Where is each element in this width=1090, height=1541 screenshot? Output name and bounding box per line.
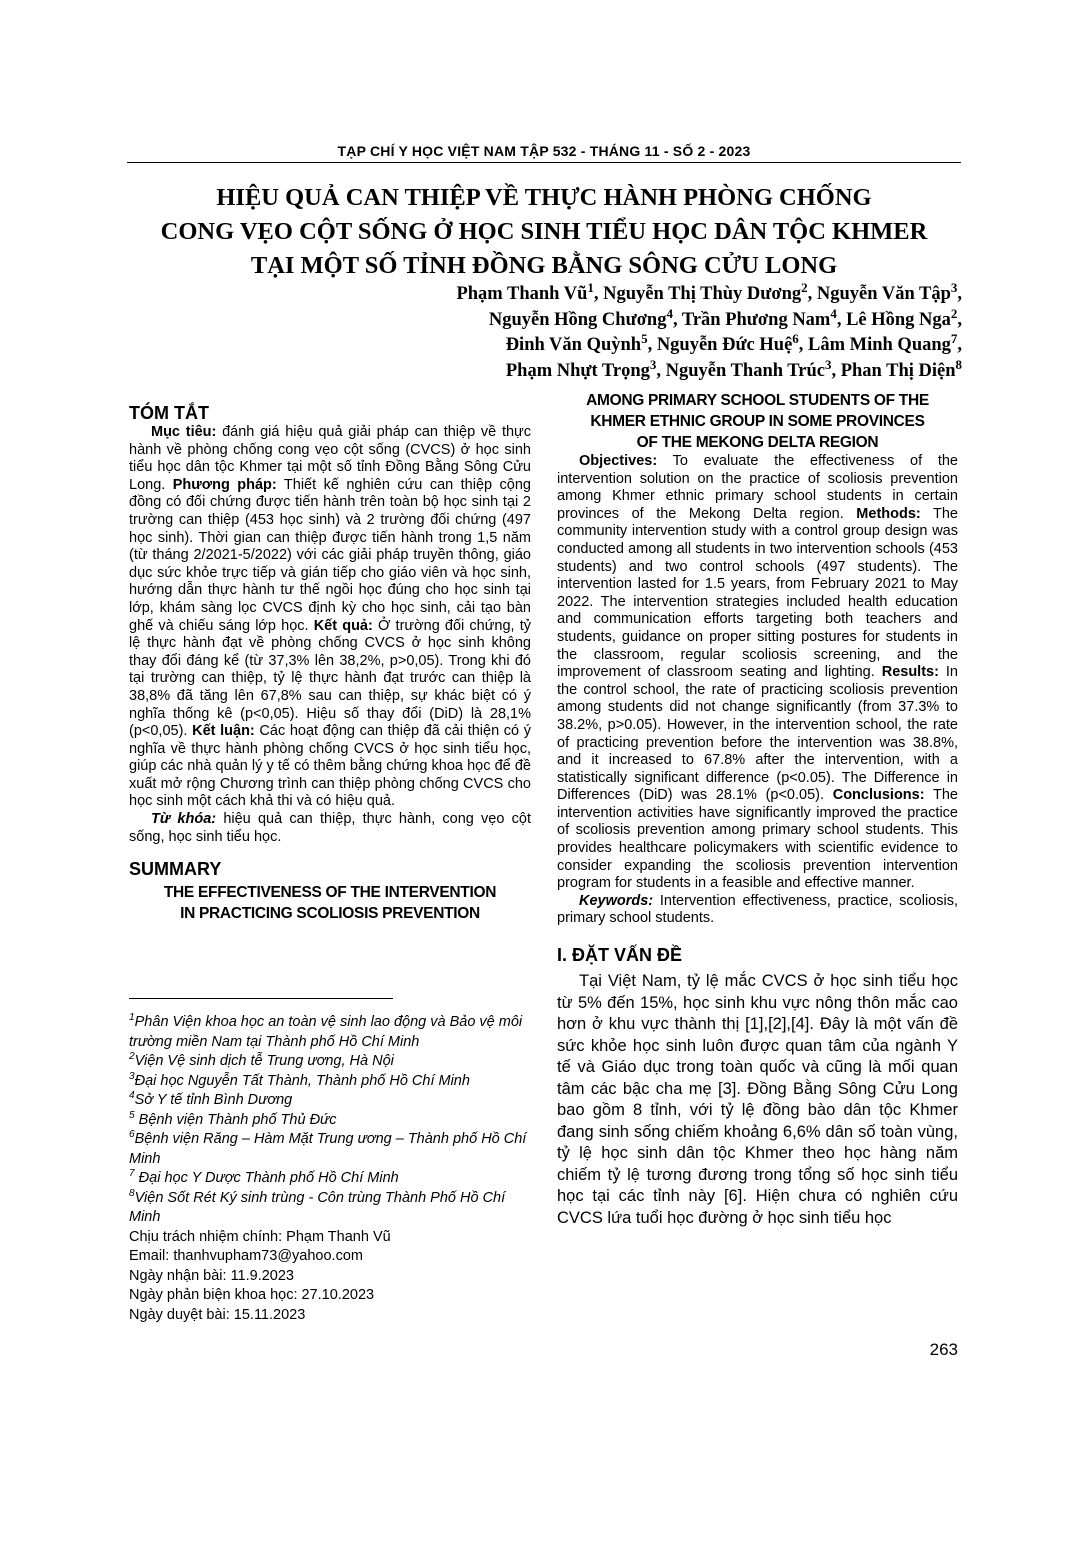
title-line-2: CONG VẸO CỘT SỐNG Ở HỌC SINH TIỂU HỌC DÂN TỘC KHMER: [160, 218, 928, 245]
summary-title-line-1: THE EFFECTIVENESS OF THE INTERVENTION: [163, 884, 497, 902]
summary-title-line-3: AMONG PRIMARY SCHOOL STUDENTS OF THE: [586, 392, 929, 409]
objectives-label: Objectives:: [579, 453, 658, 469]
conclusions-label-en: Conclusions:: [832, 787, 925, 804]
conclusions-text-en: The intervention activities have significantly improved the practice of scoliosis prevention among primary school students. This provides healthcare policymakers with scientific evidence to consider expanding the scoliosis prevention intervention program for students in a feasible and effective manner.: [557, 787, 958, 892]
author-affiliation-number: 8: [955, 356, 962, 372]
conclusion-label: Kết luận:: [192, 723, 255, 740]
affiliation-text: Viện Sốt Rét Ký sinh trùng - Côn trùng Thành Phố Hồ Chí Minh: [129, 1189, 506, 1225]
methods-text-en: The community intervention study with a control group design was conducted among all students in two intervention schools (453 students) and two control schools (497 students). The intervention lasted for 1.5 years, from February 2021 to May 2022. The intervention strategies included health education and communication efforts targeting both teachers and students, guidance on proper sitting postures for students in the classroom, regular scoliosis screening, and the improvement of classroom seating and lighting.: [557, 505, 958, 681]
author-name: Phạm Nhựt Trọng: [505, 360, 650, 381]
date-reviewed: Ngày phản biện khoa học: 27.10.2023: [129, 1287, 375, 1303]
author-name: Phan Thị Diện: [840, 360, 956, 381]
results-text-en: In the control school, the rate of practicing scoliosis prevention among students did not change significantly (from 37.3% to 38.2%, p>0.05). However, in the intervention school, the rate of practicing prevention before the intervention was 38.8%, and it increased to 67.8% after the intervention, with a statistically significant difference (p<0.05). The Difference in Differences (DiD) was 28.1% (p<0.05).: [557, 664, 958, 804]
date-received: Ngày nhận bài: 11.9.2023: [129, 1267, 295, 1284]
summary-title-line-5: OF THE MEKONG DELTA REGION: [636, 434, 879, 451]
methods-label-en: Methods:: [856, 505, 921, 522]
author-name: Trần Phương Nam: [681, 309, 831, 330]
title-line-1: HIỆU QUẢ CAN THIỆP VỀ THỰC HÀNH PHÒNG CHỐNG: [216, 184, 872, 211]
author-separator: ,: [672, 309, 682, 330]
author-line-2: [300, 305, 962, 334]
results-text: Ở trường đối chứng, tỷ lệ thực hành đạt về phòng chống CVCS ở học sinh không thay đổi đáng kể (từ 37,3% lên 38,2%, p>0,05). Trong khi đó tại trường can thiệp, tỷ lệ thực hành đạt trước can thiệp là 38,8% đã tăng lên 67,8% sau can thiệp, sự khác biệt có ý nghĩa thống kê (p<0,05). Hiệu số thay đổi (DiD) là 28,1% (p<0,05).: [129, 617, 531, 740]
author-name: Nguyễn Hồng Chương: [488, 309, 667, 330]
results-label-en: Results:: [881, 664, 939, 681]
title-line-3: TẠI MỘT SỐ TỈNH ĐỒNG BẰNG SÔNG CỬU LONG: [250, 252, 838, 279]
affiliation-6: [129, 1130, 534, 1169]
author-affiliation-number: 4: [666, 305, 673, 321]
footnotes: [129, 1013, 534, 1325]
article-title: [128, 181, 960, 283]
left-column: [129, 402, 531, 924]
author-separator: ,: [831, 360, 841, 381]
affiliation-7: [129, 1169, 534, 1189]
author-list: [300, 279, 962, 384]
author-name: Nguyễn Thị Thùy Dương: [603, 284, 802, 304]
affiliation-number: 1: [129, 1012, 135, 1024]
author-name: Lê Hồng Nga: [846, 309, 951, 330]
author-separator: ,: [593, 284, 604, 304]
objective-label: Mục tiêu:: [151, 424, 217, 440]
author-affiliation-number: 3: [950, 279, 958, 295]
author-affiliation-number: 3: [649, 356, 657, 372]
affiliation-text: Viện Vệ sinh dịch tễ Trung ương, Hà Nội: [134, 1053, 394, 1069]
author-name: Phạm Thanh Vũ: [456, 284, 588, 304]
affiliation-number: 2: [129, 1051, 135, 1063]
email-address: Email: thanhvupham73@yahoo.com: [129, 1248, 363, 1264]
author-line-4: [300, 356, 962, 385]
author-affiliation-number: 2: [801, 279, 808, 295]
methods-text: Thiết kế nghiên cứu can thiệp cộng đồng có đối chứng được tiến hành trên toàn bộ học sinh tại 2 trường can thiệp (453 học sinh) và 2 trường đối chứng (497 học sinh). Thời gian can thiệp được tiến hành trong 1,5 năm (từ tháng 2/2021-5/2022) với các giải pháp truyền thông, giáo dục sức khỏe trực tiếp và gián tiếp cho giáo viên và học sinh, hướng dẫn thực hành tư thế ngồi học đúng cho học sinh tại lớp, khám sàng lọc CVCS định kỳ cho học sinh, cải tạo bàn ghế và chiếu sáng lớp học.: [129, 476, 531, 634]
summary-body: [557, 453, 958, 893]
methods-label: Phương pháp:: [172, 476, 277, 493]
objectives-text: To evaluate the effectiveness of the intervention solution on the practice of scoliosis prevention among Khmer ethnic primary school students in certain provinces of the Mekong Delta region.: [557, 453, 958, 522]
author-separator: ,: [656, 360, 666, 381]
objective-text: đánh giá hiệu quả giải pháp can thiệp về thực hành về phòng chống cong vẹo cột sống (CVCS) ở học sinh tiểu học dân tộc Khmer tại một số tỉnh Đồng Bằng Sông Cửu Long.: [129, 424, 532, 493]
author-separator: ,: [798, 335, 808, 355]
author-separator: ,: [957, 284, 962, 304]
author-separator: ,: [807, 284, 817, 304]
abstract-vi-heading: TÓM TẮT: [129, 403, 209, 423]
intro-paragraph: Tại Việt Nam, tỷ lệ mắc CVCS ở học sinh tiểu học từ 5% đến 15%, học sinh khu vực nông thôn mắc cao hơn ở khu vực thành thị [1],[2],[4]. Đây là một vấn đề sức khỏe học sinh luôn được quan tâm của ngành Y tế và Giáo dục trong toàn quốc và cũng là mối quan tâm các bậc cha mẹ [3]. Đồng Bằng Sông Cửu Long bao gồm 8 tỉnh, với tỷ lệ đồng bào dân tộc Khmer đang sinh sống chiếm khoảng 6,6% dân số toàn vùng, tỷ lệ học sinh dân tộc Khmer theo học hàng năm chiếm tỷ lệ tương đương trong tổng số học sinh tiểu học tại các tỉnh này [6]. Hiện chưa có nghiên cứu CVCS lứa tuổi học đường ở học sinh tiểu học: [557, 972, 958, 1227]
footnote-rule: [129, 998, 393, 999]
date-accepted: Ngày duyệt bài: 15.11.2023: [129, 1306, 306, 1323]
page-number: 263: [929, 1340, 958, 1359]
author-separator: ,: [647, 335, 657, 355]
keywords-vi: [129, 811, 531, 846]
author-name: Nguyễn Thanh Trúc: [665, 360, 825, 381]
author-affiliation-number: 7: [950, 330, 958, 346]
affiliation-text: Sở Y tế tỉnh Bình Dương: [134, 1092, 293, 1108]
author-separator: ,: [957, 335, 962, 355]
affiliation-text: Đại học Nguyễn Tất Thành, Thành phố Hồ Chí Minh: [134, 1072, 470, 1089]
affiliation-text: Bệnh viện Răng – Hàm Mặt Trung ương – Thành phố Hồ Chí Minh: [129, 1131, 527, 1167]
affiliation-number: 3: [129, 1070, 135, 1082]
affiliation-number: 8: [129, 1187, 135, 1199]
keywords-vi-label: Từ khóa:: [151, 811, 217, 828]
summary-title-line-4: KHMER ETHNIC GROUP IN SOME PROVINCES: [590, 413, 925, 430]
affiliation-1: [129, 1013, 534, 1052]
affiliation-number: 6: [129, 1129, 135, 1141]
author-affiliation-number: 3: [825, 356, 832, 372]
conclusion-text: Các hoạt động can thiệp đã cải thiện có ý nghĩa về thực hành phòng chống CVCS ở học sinh tiểu học, giúp các nhà quản lý y tế có thêm bằng chứng khoa học để đề xuất mở rộng Chương trình can thiệp phòng chống CVCS cho học sinh một cách khả thi và có hiệu quả.: [129, 723, 532, 810]
author-affiliation-number: 6: [792, 330, 799, 346]
author-name: Lâm Minh Quang: [808, 335, 951, 355]
summary-heading: SUMMARY: [129, 859, 222, 880]
author-affiliation-number: 1: [587, 279, 594, 295]
author-name: Nguyễn Đức Huệ: [656, 335, 793, 355]
intro-body: [557, 971, 958, 1229]
affiliation-number: 7: [129, 1168, 135, 1180]
author-separator: ,: [957, 309, 962, 330]
summary-title-line-2: IN PRACTICING SCOLIOSIS PREVENTION: [180, 905, 480, 923]
keywords-en: [557, 893, 958, 928]
affiliation-2: [129, 1052, 534, 1072]
journal-header: TẠP CHÍ Y HỌC VIỆT NAM TẬP 532 - THÁNG 11 - SỐ 2 - 2023: [337, 143, 751, 159]
author-affiliation-number: 4: [830, 305, 837, 321]
author-line-3: [300, 330, 962, 359]
intro-heading: I. ĐẶT VẤN ĐỀ: [557, 945, 683, 966]
affiliation-8: [129, 1189, 534, 1228]
affiliation-text: Đại học Y Dược Thành phố Hồ Chí Minh: [134, 1170, 399, 1186]
author-affiliation-number: 2: [950, 305, 958, 321]
author-separator: ,: [836, 309, 847, 330]
keywords-vi-text: hiệu quả can thiệp, thực hành, cong vẹo cột sống, học sinh tiểu học.: [129, 811, 531, 845]
affiliation-5: [129, 1111, 534, 1131]
author-name: Đinh Văn Quỳnh: [505, 335, 642, 355]
affiliation-number: 4: [129, 1090, 135, 1102]
header-rule: [127, 162, 961, 163]
results-label: Kết quả:: [313, 617, 373, 634]
author-affiliation-number: 5: [641, 330, 648, 346]
author-name: Nguyễn Văn Tập: [816, 284, 951, 304]
affiliation-text: Phân Viện khoa học an toàn vệ sinh lao động và Bảo vệ môi trường miền Nam tại Thành phố Hồ Chí Minh: [129, 1014, 523, 1050]
right-column: [557, 390, 958, 1229]
affiliation-text: Bệnh viện Thành phố Thủ Đức: [134, 1111, 337, 1128]
affiliation-number: 5: [129, 1109, 135, 1121]
abstract-vi-body: [129, 424, 531, 811]
affiliation-4: [129, 1091, 534, 1111]
keywords-en-text: Intervention effectiveness, practice, scoliosis, primary school students.: [557, 892, 958, 927]
keywords-en-label: Keywords:: [579, 892, 654, 909]
author-line-1: [300, 279, 962, 308]
affiliation-3: [129, 1072, 534, 1092]
corresponding-author: Chịu trách nhiệm chính: Phạm Thanh Vũ: [129, 1228, 391, 1245]
